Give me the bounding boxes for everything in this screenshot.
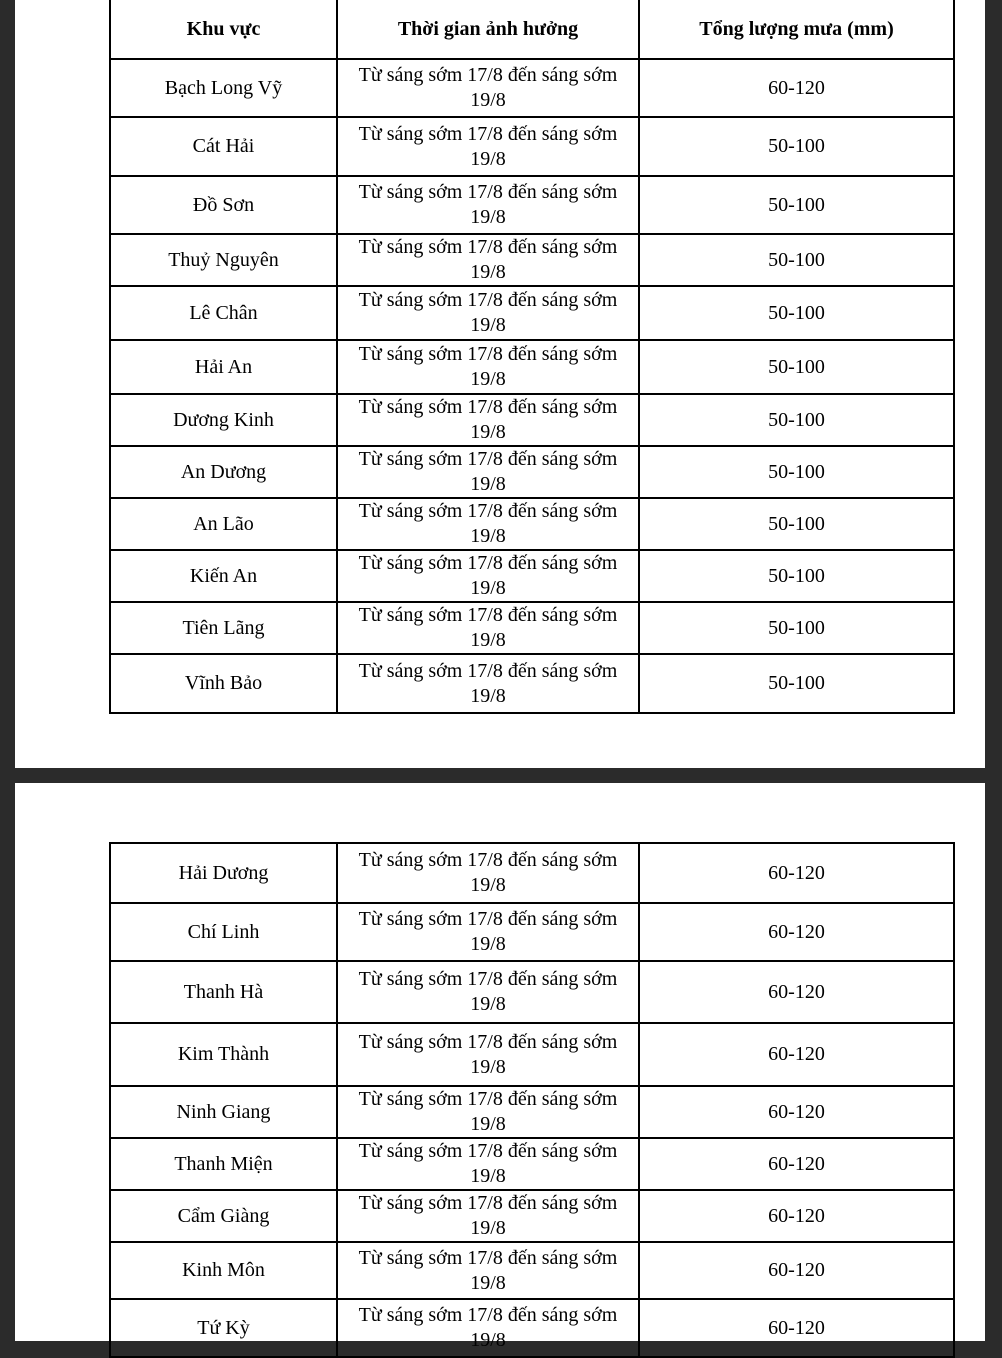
- table-row: [110, 1242, 954, 1299]
- time-end-date: 19/8: [470, 368, 506, 390]
- time-end-date: 19/8: [470, 89, 506, 111]
- time-cell: [337, 498, 639, 550]
- area-cell: Thuỷ Nguyên: [110, 234, 337, 286]
- rain-cell: 50-100: [639, 654, 954, 713]
- area-cell: Cẩm Giàng: [110, 1190, 337, 1242]
- table-header-row: [110, 0, 954, 59]
- time-cell: [337, 1190, 639, 1242]
- area-cell: Vĩnh Bảo: [110, 654, 337, 713]
- table-row: [110, 498, 954, 550]
- rainfall-table-page-2: [109, 842, 955, 1358]
- time-end-date: 19/8: [470, 1271, 506, 1294]
- time-cell: [337, 117, 639, 176]
- rain-cell: 60-120: [639, 59, 954, 117]
- time-text: Từ sáng sớm 17/8 đến sáng sớm: [358, 500, 618, 522]
- area-cell: Kinh Môn: [110, 1242, 337, 1299]
- time-end-date: 19/8: [470, 577, 506, 599]
- rain-cell: 60-120: [639, 1299, 954, 1357]
- table-row: [110, 446, 954, 498]
- time-end-date: 19/8: [470, 874, 506, 896]
- time-text: Từ sáng sớm 17/8 đến sáng sớm: [358, 1192, 618, 1214]
- table-row: [110, 903, 954, 961]
- time-end-date: 19/8: [470, 1113, 506, 1135]
- table-row: [110, 1023, 954, 1086]
- rain-cell: 60-120: [639, 1138, 954, 1190]
- table-row: [110, 176, 954, 234]
- time-cell: [337, 1242, 639, 1299]
- table-row: [110, 550, 954, 602]
- time-text: Từ sáng sớm 17/8 đến sáng sớm: [358, 122, 618, 145]
- area-cell: Kim Thành: [110, 1023, 337, 1086]
- time-end-date: 19/8: [470, 629, 506, 651]
- area-cell: Chí Linh: [110, 903, 337, 961]
- time-end-date: 19/8: [470, 1165, 506, 1187]
- time-end-date: 19/8: [470, 421, 506, 443]
- time-cell: [337, 550, 639, 602]
- header-rain: Tổng lượng mưa (mm): [639, 0, 954, 59]
- rain-cell: 50-100: [639, 394, 954, 446]
- time-cell: [337, 1086, 639, 1138]
- time-cell: [337, 843, 639, 903]
- time-text: Từ sáng sớm 17/8 đến sáng sớm: [358, 396, 618, 418]
- time-end-date: 19/8: [470, 473, 506, 495]
- time-text: Từ sáng sớm 17/8 đến sáng sớm: [358, 659, 618, 682]
- time-cell: [337, 394, 639, 446]
- time-cell: [337, 286, 639, 340]
- time-text: Từ sáng sớm 17/8 đến sáng sớm: [358, 181, 618, 203]
- time-text: Từ sáng sớm 17/8 đến sáng sớm: [358, 1140, 618, 1162]
- area-cell: Bạch Long Vỹ: [110, 59, 337, 117]
- time-end-date: 19/8: [470, 206, 506, 228]
- table-row: [110, 234, 954, 286]
- time-text: Từ sáng sớm 17/8 đến sáng sớm: [358, 552, 618, 574]
- rain-cell: 50-100: [639, 234, 954, 286]
- area-cell: Hải An: [110, 340, 337, 394]
- document-page-2: [15, 783, 985, 1351]
- time-cell: [337, 340, 639, 394]
- time-end-date: 19/8: [470, 1329, 506, 1351]
- time-text: Từ sáng sớm 17/8 đến sáng sớm: [358, 236, 618, 258]
- rain-cell: 60-120: [639, 1086, 954, 1138]
- area-cell: Đồ Sơn: [110, 176, 337, 234]
- header-area: Khu vực: [110, 0, 337, 59]
- time-cell: [337, 602, 639, 654]
- time-text: Từ sáng sớm 17/8 đến sáng sớm: [358, 908, 618, 930]
- table-row: [110, 1138, 954, 1190]
- rain-cell: 50-100: [639, 117, 954, 176]
- table-row: [110, 1086, 954, 1138]
- time-end-date: 19/8: [470, 525, 506, 547]
- table-row: [110, 1299, 954, 1357]
- area-cell: An Lão: [110, 498, 337, 550]
- time-cell: [337, 1299, 639, 1357]
- table-row: [110, 394, 954, 446]
- rain-cell: 60-120: [639, 1242, 954, 1299]
- time-cell: [337, 903, 639, 961]
- table-body-page-2: [110, 843, 954, 1357]
- time-text: Từ sáng sớm 17/8 đến sáng sớm: [358, 289, 618, 311]
- area-cell: Tiên Lãng: [110, 602, 337, 654]
- area-cell: Ninh Giang: [110, 1086, 337, 1138]
- area-cell: Hải Dương: [110, 843, 337, 903]
- time-cell: [337, 1023, 639, 1086]
- table-body-page-1: [110, 59, 954, 713]
- table-row: [110, 340, 954, 394]
- time-text: Từ sáng sớm 17/8 đến sáng sớm: [358, 849, 618, 871]
- time-text: Từ sáng sớm 17/8 đến sáng sớm: [358, 448, 618, 470]
- time-end-date: 19/8: [470, 147, 506, 170]
- rain-cell: 50-100: [639, 286, 954, 340]
- area-cell: Tứ Kỳ: [110, 1299, 337, 1357]
- area-cell: Dương Kinh: [110, 394, 337, 446]
- rain-cell: 60-120: [639, 843, 954, 903]
- rain-cell: 50-100: [639, 446, 954, 498]
- time-cell: [337, 961, 639, 1023]
- table-row: [110, 59, 954, 117]
- table-row: [110, 843, 954, 903]
- table-row: [110, 286, 954, 340]
- area-cell: Kiến An: [110, 550, 337, 602]
- rain-cell: 50-100: [639, 602, 954, 654]
- rain-cell: 50-100: [639, 176, 954, 234]
- area-cell: Lê Chân: [110, 286, 337, 340]
- time-text: Từ sáng sớm 17/8 đến sáng sớm: [358, 1304, 618, 1326]
- time-end-date: 19/8: [470, 261, 506, 283]
- rain-cell: 60-120: [639, 1023, 954, 1086]
- document-page-1: [15, 0, 985, 768]
- time-text: Từ sáng sớm 17/8 đến sáng sớm: [358, 968, 618, 990]
- rain-cell: 50-100: [639, 498, 954, 550]
- rain-cell: 60-120: [639, 903, 954, 961]
- time-end-date: 19/8: [470, 314, 506, 336]
- time-cell: [337, 234, 639, 286]
- area-cell: Cát Hải: [110, 117, 337, 176]
- time-cell: [337, 654, 639, 713]
- rain-cell: 60-120: [639, 1190, 954, 1242]
- rainfall-table-page-1: [109, 0, 955, 714]
- table-row: [110, 961, 954, 1023]
- time-cell: [337, 59, 639, 117]
- rain-cell: 50-100: [639, 340, 954, 394]
- table-row: [110, 117, 954, 176]
- time-end-date: 19/8: [470, 684, 506, 707]
- time-end-date: 19/8: [470, 993, 506, 1015]
- area-cell: Thanh Miện: [110, 1138, 337, 1190]
- time-text: Từ sáng sớm 17/8 đến sáng sớm: [358, 1088, 618, 1110]
- time-text: Từ sáng sớm 17/8 đến sáng sớm: [358, 343, 618, 365]
- time-end-date: 19/8: [470, 1055, 506, 1078]
- rain-cell: 60-120: [639, 961, 954, 1023]
- time-text: Từ sáng sớm 17/8 đến sáng sớm: [358, 604, 618, 626]
- time-end-date: 19/8: [470, 933, 506, 955]
- time-cell: [337, 1138, 639, 1190]
- time-text: Từ sáng sớm 17/8 đến sáng sớm: [358, 1246, 618, 1269]
- table-row: [110, 602, 954, 654]
- time-text: Từ sáng sớm 17/8 đến sáng sớm: [358, 1030, 618, 1053]
- table-row: [110, 654, 954, 713]
- area-cell: Thanh Hà: [110, 961, 337, 1023]
- rain-cell: 50-100: [639, 550, 954, 602]
- table-row: [110, 1190, 954, 1242]
- time-text: Từ sáng sớm 17/8 đến sáng sớm: [358, 64, 618, 86]
- area-cell: An Dương: [110, 446, 337, 498]
- time-end-date: 19/8: [470, 1217, 506, 1239]
- time-cell: [337, 176, 639, 234]
- time-cell: [337, 446, 639, 498]
- header-time: Thời gian ảnh hưởng: [337, 0, 639, 59]
